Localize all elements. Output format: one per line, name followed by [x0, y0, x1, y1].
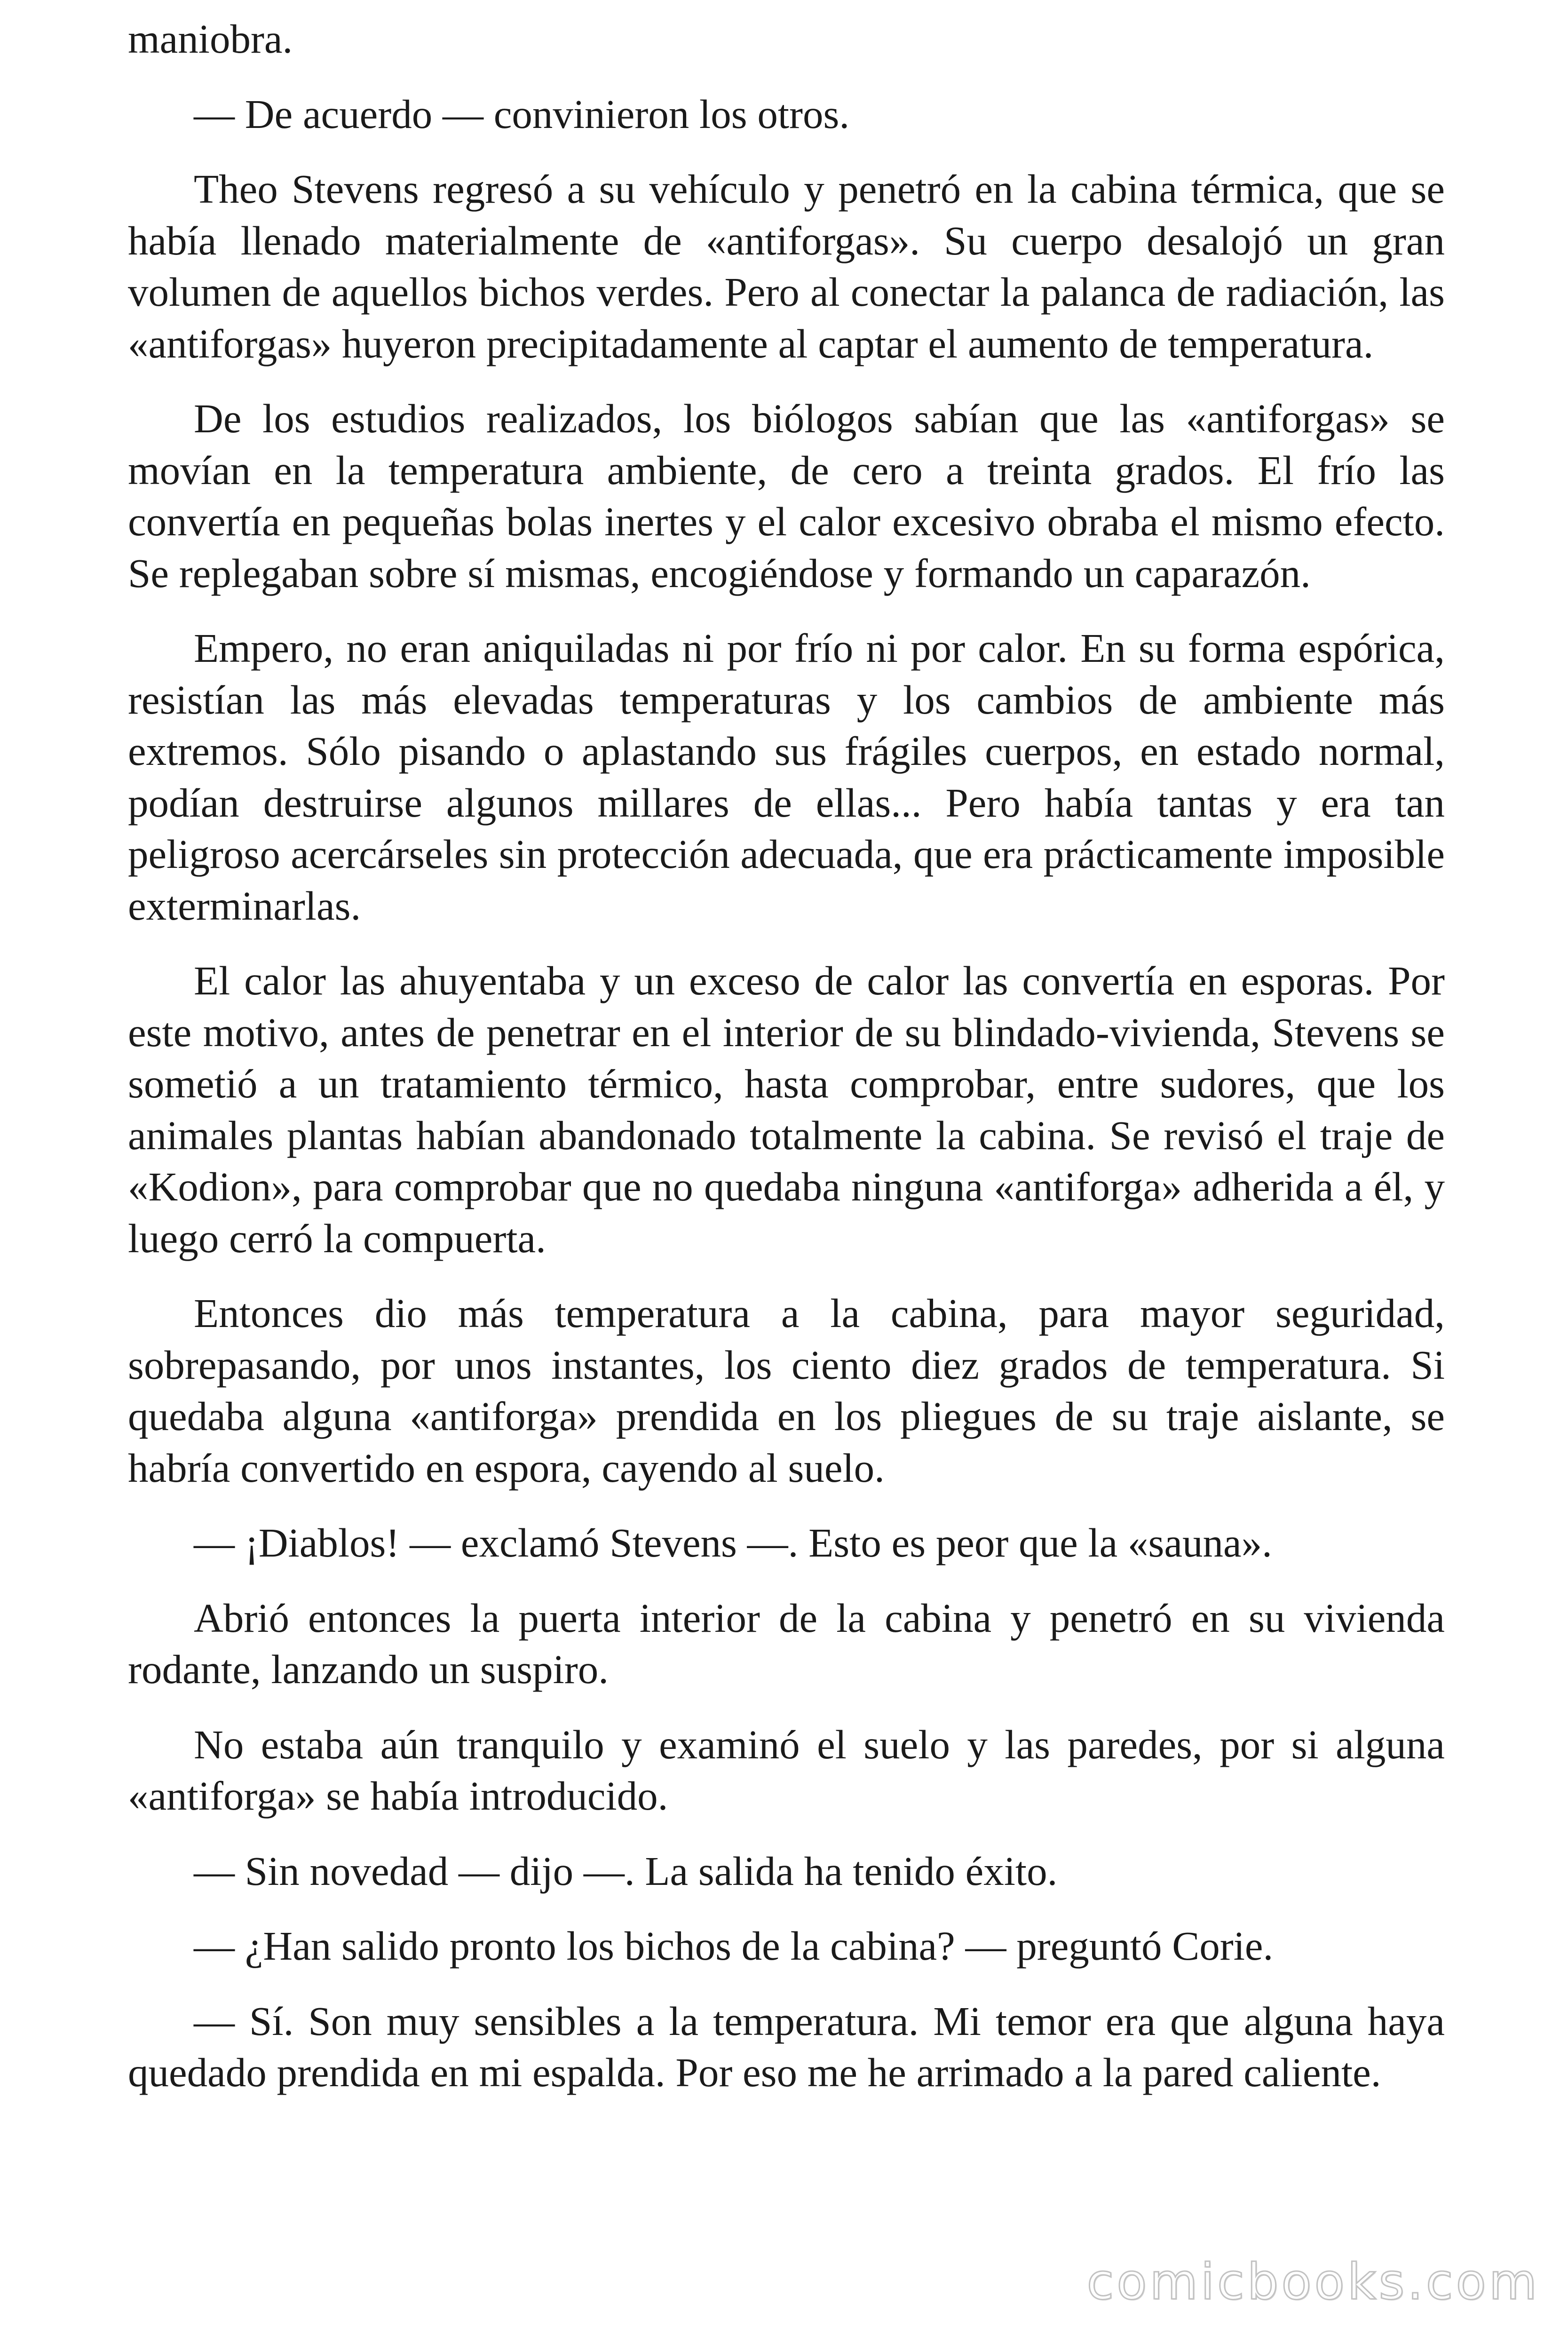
paragraph-continuation: maniobra.: [128, 16, 293, 62]
paragraph: Theo Stevens regresó a su vehículo y penetró en la cabina térmica, que se había llenado materialmente de «antiforgas». Su cuerpo desalojó un gran volumen de aquellos bichos verdes. Pero al conectar la palanca de radiación, las «antiforgas» huyeron precipitadamente al captar el aumento de temperatura.: [128, 166, 1445, 366]
watermark: comicbooks.com: [1086, 2253, 1540, 2311]
paragraph: Empero, no eran aniquiladas ni por frío ni por calor. En su forma espórica, resistían las más elevadas temperaturas y los cambios de ambiente más extremos. Sólo pisando o aplastando sus frágiles cuerpos, en estado normal, podían destruirse algunos millares de ellas... Pero había tantas y era tan peligroso acercárseles sin protección adecuada, que era prácticamente imposible exterminarlas.: [128, 625, 1445, 929]
paragraph-dialogue: — Sí. Son muy sensibles a la temperatura. Mi temor era que alguna haya quedado prendida en mi espalda. Por eso me he arrimado a la pared caliente.: [128, 1998, 1445, 2095]
paragraph: El calor las ahuyentaba y un exceso de calor las convertía en esporas. Por este motivo, antes de penetrar en el interior de su blindado-vivienda, Stevens se sometió a un tratamiento térmico, hasta comprobar, entre sudores, que los animales plantas habían abandonado totalmente la cabina. Se revisó el traje de «Kodion», para comprobar que no quedaba ninguna «antiforga» adherida a él, y luego cerró la compuerta.: [128, 958, 1445, 1261]
paragraph-dialogue: — Sin novedad — dijo —. La salida ha tenido éxito.: [194, 1848, 1058, 1894]
paragraph-dialogue: — ¿Han salido pronto los bichos de la cabina? — preguntó Corie.: [194, 1923, 1274, 1969]
paragraph: Entonces dio más temperatura a la cabina, para mayor seguridad, sobrepasando, por unos instantes, los ciento diez grados de temperatura. Si quedaba alguna «antiforga» prendida en los pliegues de su traje aislante, se habría convertido en espora, cayendo al suelo.: [128, 1290, 1445, 1491]
book-page-text: [128, 13, 1445, 2122]
paragraph: No estaba aún tranquilo y examinó el suelo y las paredes, por si alguna «antiforga» se había introducido.: [128, 1721, 1445, 1819]
paragraph-dialogue: — ¡Diablos! — exclamó Stevens —. Esto es peor que la «sauna».: [194, 1520, 1272, 1565]
paragraph: Abrió entonces la puerta interior de la cabina y penetró en su vivienda rodante, lanzando un suspiro.: [128, 1595, 1445, 1692]
paragraph-dialogue: — De acuerdo — convinieron los otros.: [194, 91, 850, 137]
paragraph: De los estudios realizados, los biólogos sabían que las «antiforgas» se movían en la temperatura ambiente, de cero a treinta grados. El frío las convertía en pequeñas bolas inertes y el calor excesivo obraba el mismo efecto. Se replegaban sobre sí mismas, encogiéndose y formando un caparazón.: [128, 396, 1445, 596]
